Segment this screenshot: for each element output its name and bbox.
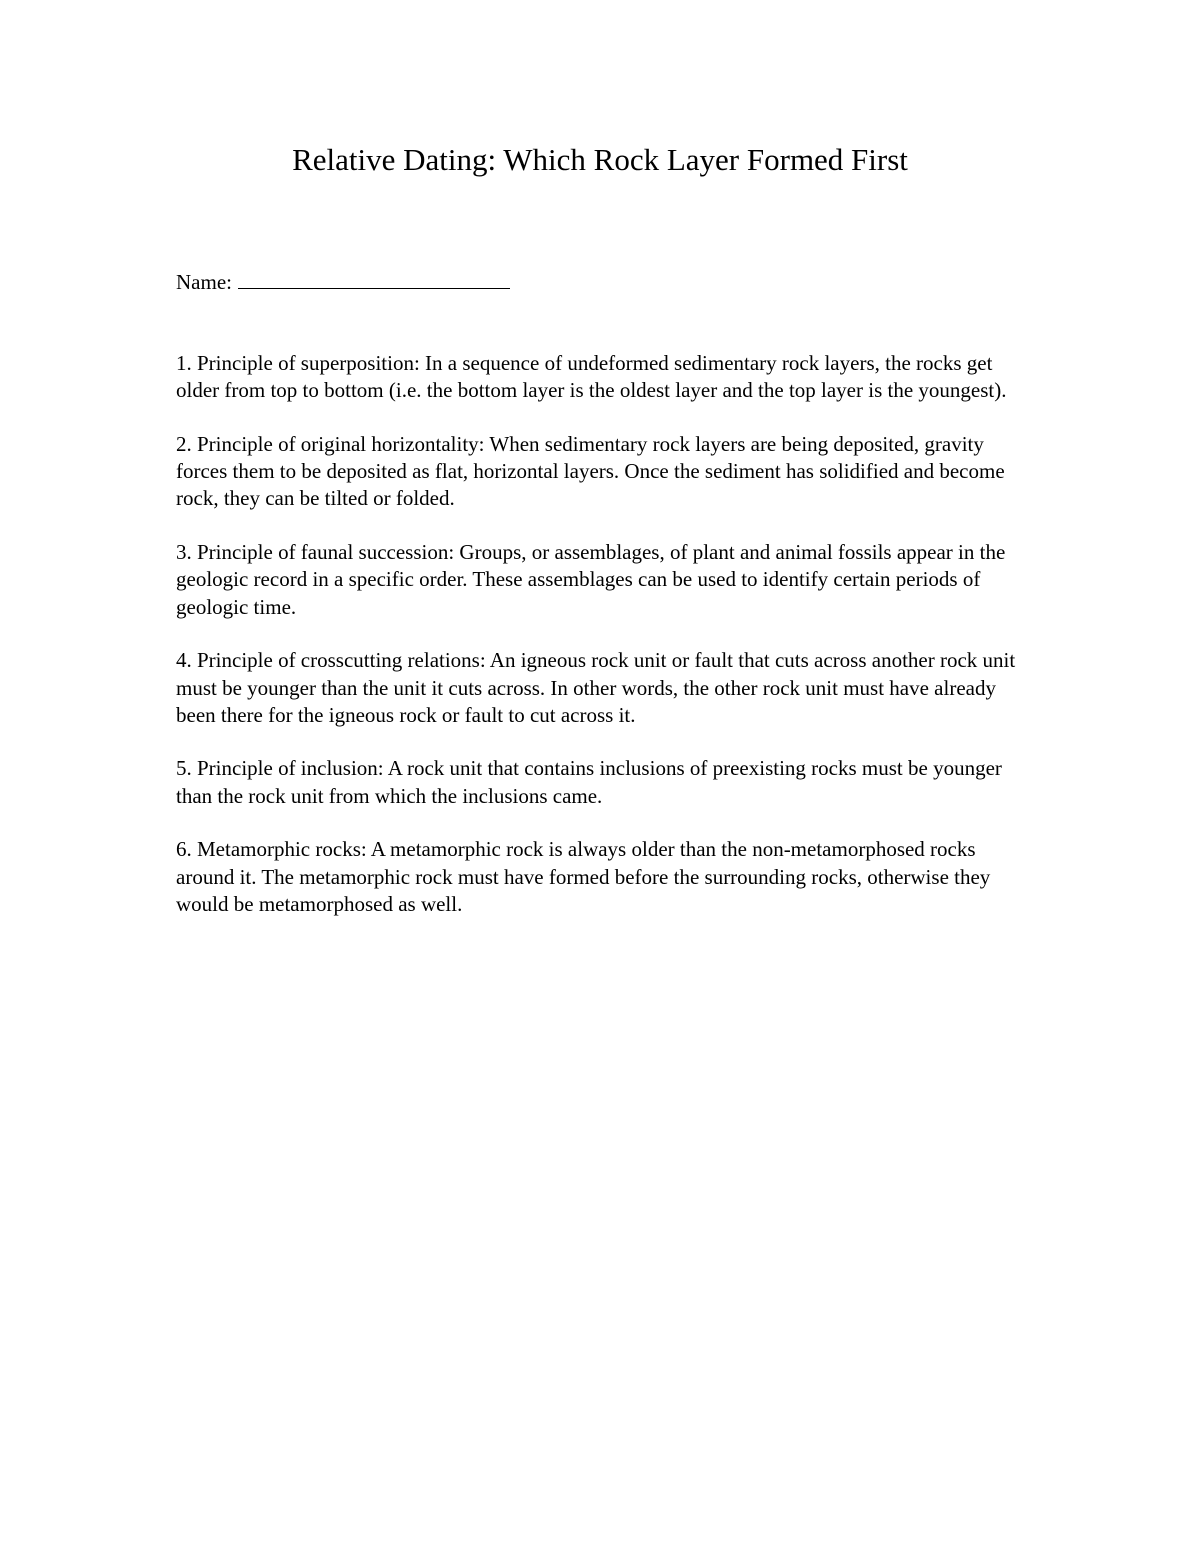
principle-superposition: 1. Principle of superposition: In a sequence of undeformed sedimentary rock layers, the rocks get older from top to bottom (i.e. the bottom layer is the oldest layer and the top layer is the youngest). [176,351,1007,403]
principle-inclusion: 5. Principle of inclusion: A rock unit that contains inclusions of preexisting rocks must be younger than the rock unit from which the inclusions came. [176,756,1002,808]
principle-original-horizontality: 2. Principle of original horizontality: When sedimentary rock layers are being deposited, gravity forces them to be deposited as flat, horizontal layers. Once the sediment has solidified and become rock, they can be tilted or folded. [176,431,1005,511]
principle-metamorphic-rocks: 6. Metamorphic rocks: A metamorphic rock is always older than the non-metamorphosed rocks around it. The metamorphic rock must have formed before the surrounding rocks, otherwise they would be metamorphosed as well. [176,837,991,916]
principles-list [176,350,1036,945]
document-title: Relative Dating: Which Rock Layer Formed First [292,142,908,177]
name-label: Name: [176,270,232,294]
principle-faunal-succession: 3. Principle of faunal succession: Groups, or assemblages, of plant and animal fossils appear in the geologic record in a specific order. These assemblages can be used to identify certain periods of geologic time. [176,540,1006,619]
name-field-row [176,266,510,296]
principle-crosscutting-relations: 4. Principle of crosscutting relations: An igneous rock unit or fault that cuts across another rock unit must be younger than the unit it cuts across. In other words, the other rock unit must have already been there for the igneous rock or fault to cut across it. [176,648,1016,727]
name-blank-line [238,266,510,289]
